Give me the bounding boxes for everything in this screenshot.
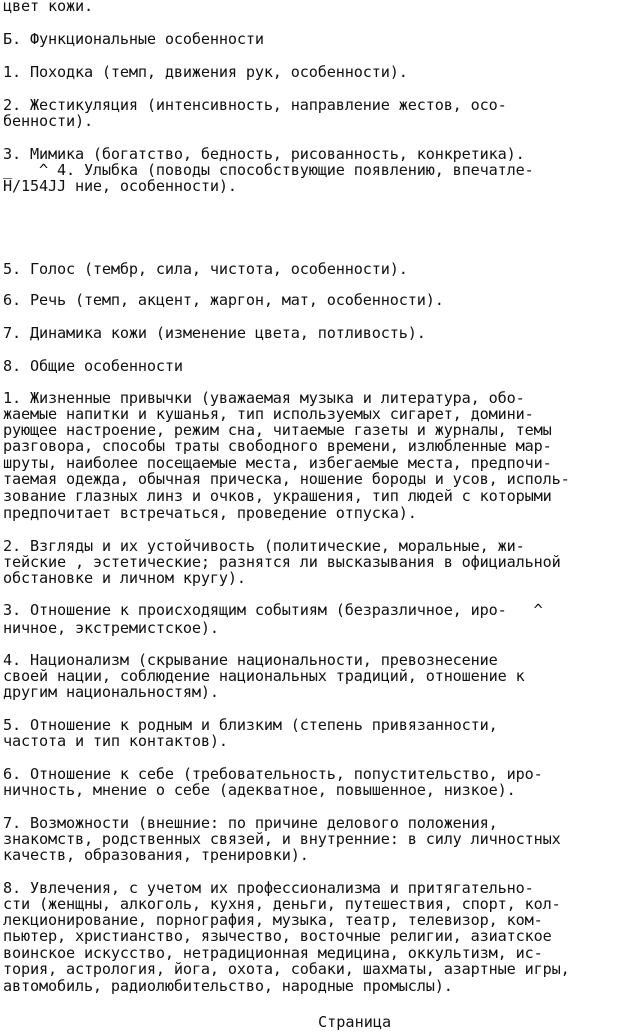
text-line: пьютер, христианство, язычество, восточные религии, азиатское [3, 927, 552, 945]
text-line: 5. Голос (тембр, сила, чистота, особенности). [3, 260, 408, 278]
text-line: автомобиль, радиолюбительство, народные промыслы). [3, 977, 453, 995]
text-line: 1. Походка (темп, движения рук, особенности). [3, 63, 408, 81]
text-line: тория, астрология, йога, охота, собаки, шахматы, азартные игры, [3, 960, 570, 978]
text-line: лекционирование, порнография, музыка, театр, телевизор, ком- [3, 911, 543, 929]
text-line: зование глазных линз и очков, украшения, тип людей с которыми [3, 487, 552, 505]
text-line: рующее настроение, режим сна, читаемые газеты и журналы, темы [3, 421, 552, 439]
text-line: 3. Мимика (богатство, бедность, рисованность, конкретика). [3, 145, 525, 163]
text-line: тейские , эстетические; разнятся ли высказывания в официальной [3, 553, 561, 571]
text-line: частота и тип контактов). [3, 732, 228, 750]
section-heading: 8. Общие особенности [3, 357, 183, 375]
text-line: _ ^ 4. Улыбка (поводы способствующие появлению, впечатле- [3, 161, 534, 179]
text-line: 5. Отношение к родным и близким (степень привязанности, [3, 716, 498, 734]
text-line: сти (женщны, алкоголь, кухня, деньги, путешествия, спорт, кол- [3, 895, 561, 913]
text-line: 4. Национализм (скрывание национальности, превознесение [3, 651, 498, 669]
text-line: цвет кожи. [3, 0, 93, 15]
text-line: 2. Жестикуляция (интенсивность, направление жестов, осо- [3, 96, 507, 114]
text-line: жаемые напитки и кушанья, тип используемых сигарет, домини- [3, 405, 534, 423]
text-line: бенности). [3, 112, 93, 130]
text-line: воинское искусство, нетрадиционная медицина, оккультизм, ис- [3, 944, 543, 962]
text-line: 6. Речь (темп, акцент, жаргон, мат, особенности). [3, 291, 444, 309]
text-line: шруты, наиболее посещаемые места, избегаемые места, предпочи- [3, 454, 552, 472]
text-line: таемая одежда, обычная прическа, ношение бороды и усов, исполь- [3, 470, 570, 488]
text-line: 6. Отношение к себе (требовательность, попустительство, иро- [3, 765, 543, 783]
text-line: обстановке и личном кругу). [3, 569, 246, 587]
text-line: предпочитает встречаться, проведение отпуска). [3, 504, 417, 522]
text-line: ничность, мнение о себе (адекватное, повышенное, низкое). [3, 781, 516, 799]
text-line: 7. Динамика кожи (изменение цвета, потливость). [3, 324, 426, 342]
text-line: знакомств, родственных связей, и внутренние: в силу личностных [3, 830, 561, 848]
text-line: разговора, способы траты свободного времени, излюбленные мар- [3, 437, 552, 455]
text-line: 8. Увлечения, с учетом их профессионализма и притягательно- [3, 879, 534, 897]
text-line: 2. Взгляды и их устойчивость (политические, моральные, жи- [3, 537, 525, 555]
text-line: качеств, образования, тренировки). [3, 846, 309, 864]
text-line: ничное, экстремистское). [3, 619, 219, 637]
text-line: Н/154JJ ние, особенности). [3, 177, 237, 195]
text-line: другим национальностям). [3, 683, 219, 701]
text-line: 3. Отношение к происходящим событиям (безразличное, иро- ^ [3, 601, 543, 619]
text-line: 1. Жизненные привычки (уважаемая музыка и литература, обо- [3, 389, 525, 407]
text-line: своей нации, соблюдение национальных традиций, отношение к [3, 667, 525, 685]
text-line: 7. Возможности (внешние: по причине делового положения, [3, 814, 498, 832]
section-heading: Б. Функциональные особенности [3, 30, 264, 48]
page-footer: Страница [318, 1013, 392, 1031]
